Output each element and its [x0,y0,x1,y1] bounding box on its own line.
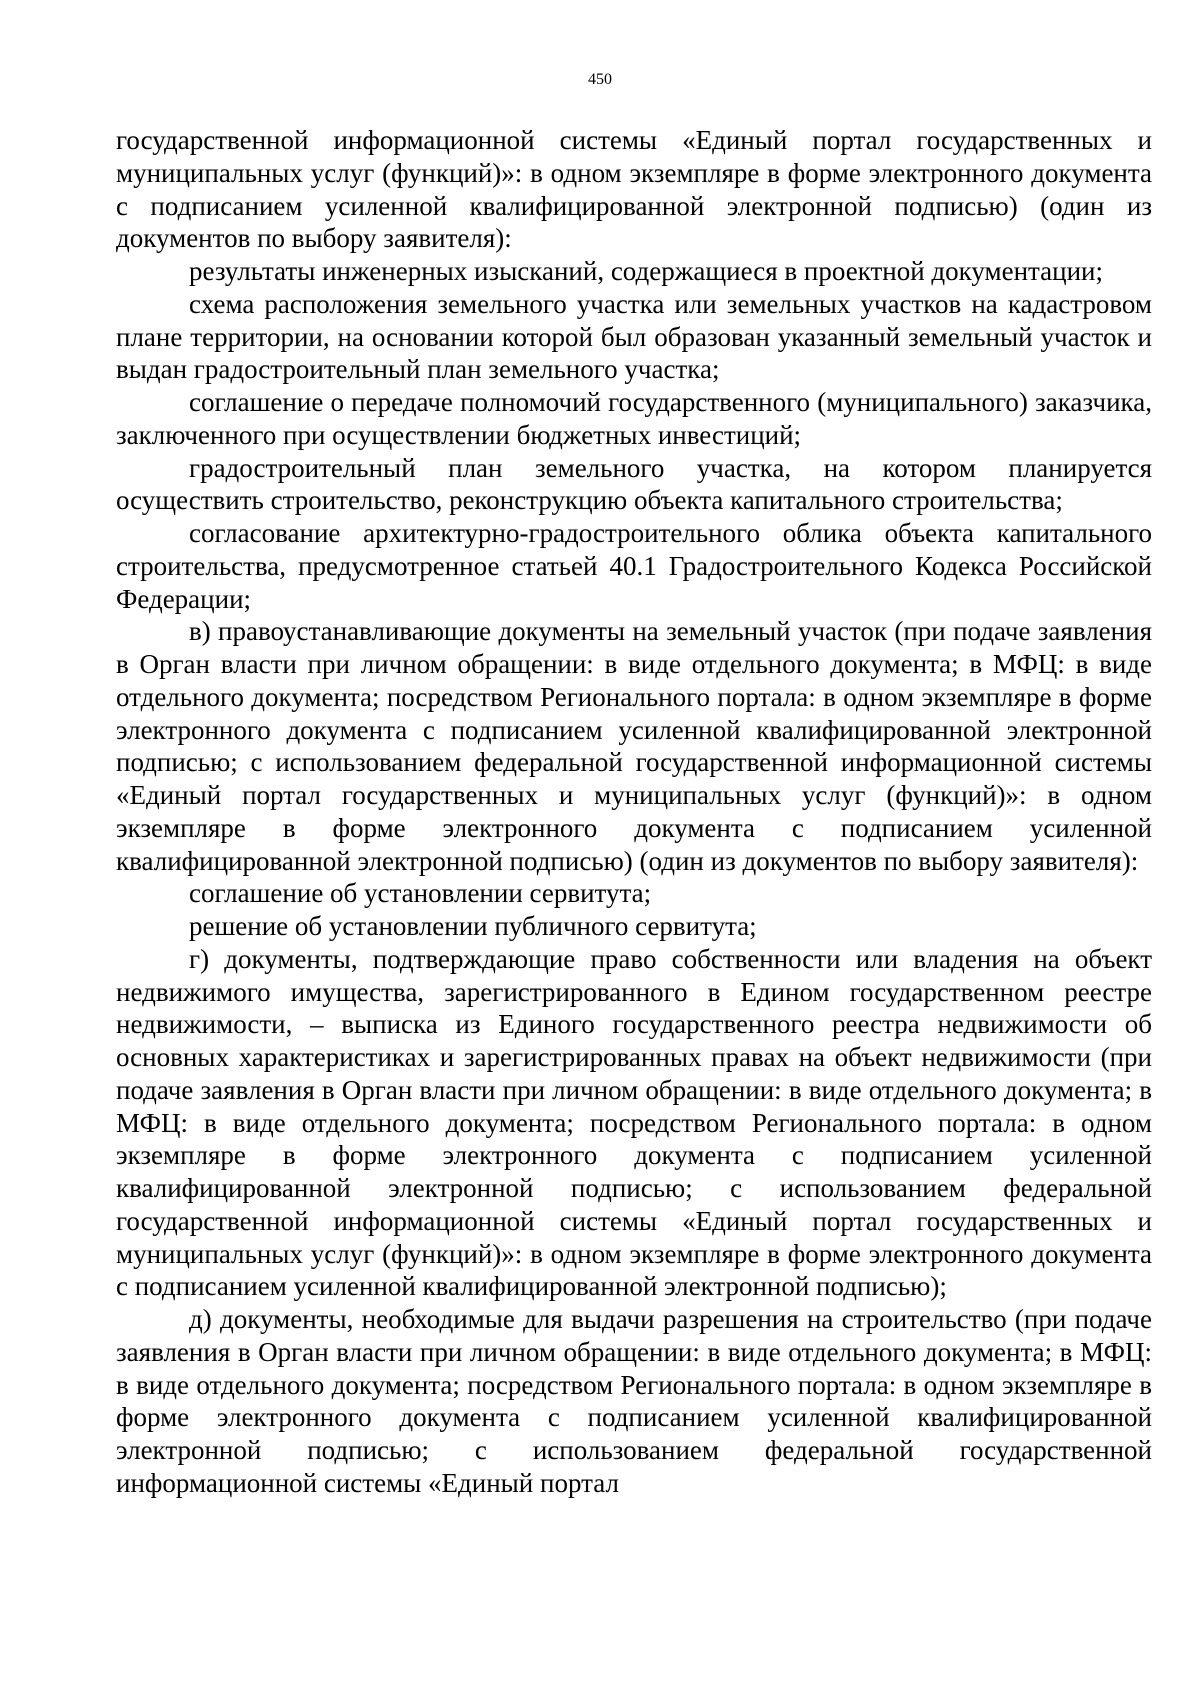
paragraph-item-d: д) документы, необходимые для выдачи разрешения на строительство (при подаче заявления в Орган власти при личном обращении: в виде отдельного документа; в МФЦ: в виде отдельного документа; посредством Регионального портала: в одном экземпляре в форме электронного документа с подписанием усиленной квалифицированной электронной подписью; с использованием федеральной государственной информационной системы «Единый портал [116,1304,1152,1498]
paragraph-public-servitude: решение об установлении публичного сервитута; [189,911,757,941]
paragraph-urban-plan: градостроительный план земельного участка, на котором планируется осуществить строительство, реконструкцию объекта капитального строительства; [116,452,1152,516]
paragraph-architectural-approval: согласование архитектурно-градостроительного облика объекта капитального строительства, предусмотренное статьей 40.1 Градостроительного Кодекса Российской Федерации; [116,518,1152,614]
page-number: 450 [588,71,612,88]
paragraph-continuation: государственной информационной системы «Единый портал государственных и муниципальных услуг (функций)»: в одном экземпляре в форме электронного документа с подписанием усиленной квалифицированной электронной подписью) (один из документов по выбору заявителя): [116,125,1152,254]
paragraph-delegation-agreement: соглашение о передаче полномочий государственного (муниципального) заказчика, заключенного при осуществлении бюджетных инвестиций; [116,387,1152,450]
paragraph-item-g: г) документы, подтверждающие право собственности или владения на объект недвижимого имущества, зарегистрированного в Едином государственном реестре недвижимости, – выписка из Единого государственного реестра недвижимости об основных характеристиках и зарегистрированных правах на объект недвижимости (при подаче заявления в Орган власти при личном обращении: в виде отдельного документа; в МФЦ: в виде отдельного документа; посредством Регионального портала: в одном экземпляре в форме электронного документа с подписанием усиленной квалифицированной электронной подписью; с использованием федеральной государственной информационной системы «Единый портал государственных и муниципальных услуг (функций)»: в одном экземпляре в форме электронного документа с подписанием усиленной квалифицированной электронной подписью); [116,943,1152,1302]
paragraph-servitude-agreement: соглашение об установлении сервитута; [189,878,652,909]
document-body [116,124,1152,1500]
paragraph-land-plot-scheme: схема расположения земельного участка или земельных участков на кадастровом плане территории, на основании которой был образован указанный земельный участок и выдан градостроительный план земельного участка; [116,288,1152,385]
paragraph-item-v: в) правоустанавливающие документы на земельный участок (при подаче заявления в Орган власти при личном обращении: в виде отдельного документа; в МФЦ: в виде отдельного документа; посредством Регионального портала: в одном экземпляре в форме электронного документа с подписанием усиленной квалифицированной электронной подписью; с использованием федеральной государственной информационной системы «Единый портал государственных и муниципальных услуг (функций)»: в одном экземпляре в форме электронного документа с подписанием усиленной квалифицированной электронной подписью) (один из документов по выбору заявителя): [116,616,1152,876]
paragraph-engineering-surveys: результаты инженерных изысканий, содержащиеся в проектной документации; [189,256,1104,286]
